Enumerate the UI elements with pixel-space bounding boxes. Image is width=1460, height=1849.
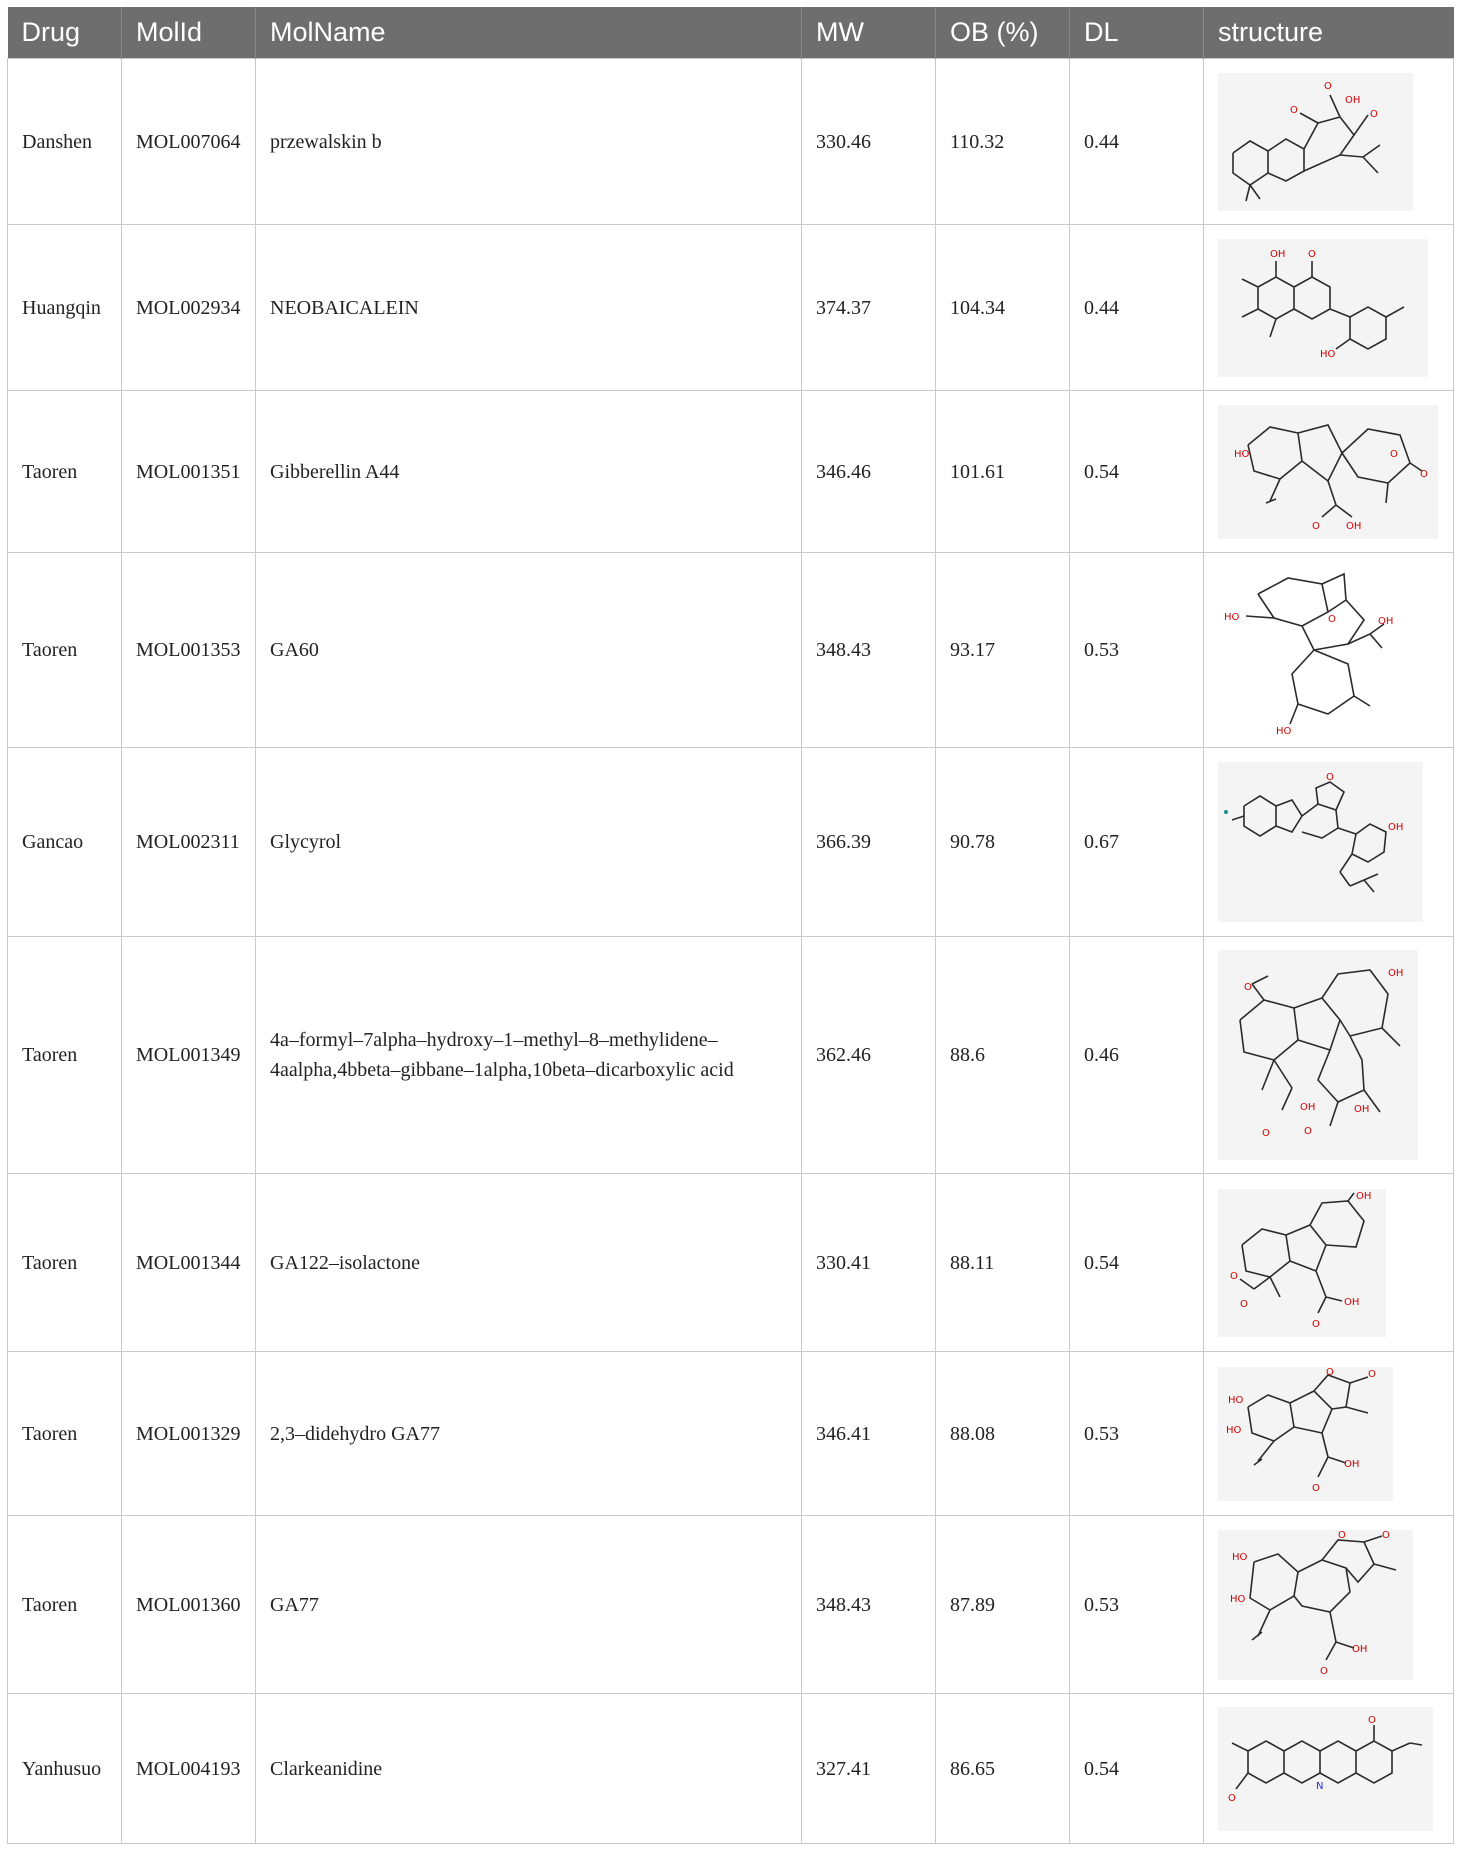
svg-text:O: O [1324, 80, 1332, 92]
svg-text:O: O [1290, 104, 1298, 116]
cell-structure [1204, 1352, 1454, 1516]
table-row [8, 1516, 1454, 1694]
cell-molname: GA60 [256, 553, 802, 748]
cell-drug: Taoren [8, 553, 122, 748]
cell-dl: 0.54 [1070, 391, 1204, 553]
svg-text:O: O [1304, 1126, 1312, 1137]
table-row [8, 1174, 1454, 1352]
table-row [8, 553, 1454, 748]
cell-ob: 90.78 [936, 748, 1070, 937]
cell-dl: 0.53 [1070, 1516, 1204, 1694]
svg-text:O: O [1338, 1529, 1346, 1541]
cell-drug: Taoren [8, 1174, 122, 1352]
molecule-structure-image [1218, 950, 1418, 1160]
cell-ob: 93.17 [936, 553, 1070, 748]
svg-text:O: O [1320, 1665, 1328, 1677]
svg-text:O: O [1230, 1270, 1238, 1282]
cell-molname: Gibberellin A44 [256, 391, 802, 553]
cell-drug: Taoren [8, 391, 122, 553]
svg-text:O: O [1368, 1714, 1376, 1726]
cell-molid: MOL001329 [122, 1352, 256, 1516]
column-header-drug: Drug [8, 7, 122, 59]
svg-text:OH: OH [1352, 1643, 1368, 1655]
cell-ob: 104.34 [936, 225, 1070, 391]
cell-molid: MOL002934 [122, 225, 256, 391]
cell-dl: 0.54 [1070, 1174, 1204, 1352]
column-header-molid: MolId [122, 7, 256, 59]
cell-mw: 348.43 [802, 1516, 936, 1694]
svg-text:O: O [1244, 982, 1252, 993]
cell-molname: 4a–formyl–7alpha–hydroxy–1–methyl–8–methylidene–4aalpha,4bbeta–gibbane–1alpha,10beta–dicarboxylic acid [256, 937, 802, 1174]
cell-mw: 330.46 [802, 59, 936, 225]
cell-structure [1204, 937, 1454, 1174]
cell-molname: 2,3–didehydro GA77 [256, 1352, 802, 1516]
svg-text:O: O [1420, 468, 1428, 480]
cell-dl: 0.53 [1070, 1352, 1204, 1516]
cell-drug: Huangqin [8, 225, 122, 391]
svg-text:OH: OH [1344, 1296, 1360, 1308]
cell-drug: Taoren [8, 1352, 122, 1516]
svg-text:O: O [1326, 772, 1334, 783]
cell-ob: 88.11 [936, 1174, 1070, 1352]
svg-text:HO: HO [1228, 1394, 1244, 1406]
cell-structure [1204, 225, 1454, 391]
svg-text:O: O [1370, 108, 1378, 120]
cell-molid: MOL001349 [122, 937, 256, 1174]
molecule-structure-image [1218, 1189, 1386, 1337]
cell-dl: 0.46 [1070, 937, 1204, 1174]
cell-molid: MOL001344 [122, 1174, 256, 1352]
cell-drug: Yanhusuo [8, 1694, 122, 1844]
table-row [8, 937, 1454, 1174]
molecule-structure-image [1218, 1530, 1413, 1680]
molecule-structure-image [1218, 564, 1418, 736]
cell-ob: 110.32 [936, 59, 1070, 225]
svg-text:HO: HO [1234, 448, 1250, 460]
column-header-structure: structure [1204, 7, 1454, 59]
svg-text:HO: HO [1226, 1424, 1242, 1436]
molecule-structure-image [1218, 239, 1428, 377]
svg-text:OH: OH [1345, 94, 1361, 106]
svg-text:OH: OH [1344, 1458, 1360, 1470]
svg-text:HO: HO [1276, 726, 1292, 736]
svg-text:OH: OH [1388, 968, 1404, 979]
cell-structure [1204, 1694, 1454, 1844]
cell-drug: Gancao [8, 748, 122, 937]
cell-drug: Danshen [8, 59, 122, 225]
cell-structure [1204, 1174, 1454, 1352]
svg-text:O: O [1368, 1368, 1376, 1380]
molecule-structure-image [1218, 1707, 1433, 1831]
column-header-molname: MolName [256, 7, 802, 59]
cell-ob: 87.89 [936, 1516, 1070, 1694]
cell-molname: GA77 [256, 1516, 802, 1694]
svg-text:OH: OH [1300, 1102, 1316, 1113]
cell-dl: 0.44 [1070, 59, 1204, 225]
molecule-structure-image [1218, 405, 1438, 539]
svg-text:O: O [1312, 1482, 1320, 1494]
svg-text:O: O [1240, 1298, 1248, 1310]
table-row [8, 59, 1454, 225]
cell-molid: MOL002311 [122, 748, 256, 937]
molecule-structure-image [1218, 1367, 1393, 1501]
table-row [8, 1352, 1454, 1516]
molecule-structure-image [1218, 762, 1423, 922]
cell-mw: 366.39 [802, 748, 936, 937]
svg-text:O: O [1390, 448, 1398, 460]
cell-structure [1204, 1516, 1454, 1694]
svg-text:N: N [1316, 1780, 1324, 1792]
cell-structure [1204, 391, 1454, 553]
cell-molname: NEOBAICALEIN [256, 225, 802, 391]
svg-text:O: O [1228, 1792, 1236, 1804]
cell-dl: 0.54 [1070, 1694, 1204, 1844]
cell-molname: GA122–isolactone [256, 1174, 802, 1352]
cell-dl: 0.53 [1070, 553, 1204, 748]
svg-text:O: O [1312, 1318, 1320, 1330]
column-header-mw: MW [802, 7, 936, 59]
table-row [8, 1694, 1454, 1844]
data-table-container [7, 7, 1453, 1844]
svg-text:O: O [1382, 1529, 1390, 1541]
cell-mw: 330.41 [802, 1174, 936, 1352]
cell-molname: przewalskin b [256, 59, 802, 225]
cell-drug: Taoren [8, 1516, 122, 1694]
cell-molname: Glycyrol [256, 748, 802, 937]
cell-ob: 86.65 [936, 1694, 1070, 1844]
cell-molid: MOL001360 [122, 1516, 256, 1694]
svg-text:OH: OH [1346, 520, 1362, 532]
table-row [8, 391, 1454, 553]
svg-text:O: O [1308, 248, 1316, 260]
cell-mw: 362.46 [802, 937, 936, 1174]
cell-dl: 0.67 [1070, 748, 1204, 937]
cell-mw: 346.46 [802, 391, 936, 553]
table-row [8, 748, 1454, 937]
svg-text:OH: OH [1356, 1190, 1372, 1202]
svg-text:HO: HO [1224, 612, 1240, 623]
cell-mw: 348.43 [802, 553, 936, 748]
cell-mw: 346.41 [802, 1352, 936, 1516]
cell-molid: MOL001351 [122, 391, 256, 553]
svg-text:OH: OH [1354, 1104, 1370, 1115]
cell-ob: 88.08 [936, 1352, 1070, 1516]
svg-text:O: O [1328, 614, 1336, 625]
svg-text:O: O [1312, 520, 1320, 532]
cell-molid: MOL004193 [122, 1694, 256, 1844]
cell-molname: Clarkeanidine [256, 1694, 802, 1844]
svg-text:O: O [1262, 1128, 1270, 1139]
cell-ob: 88.6 [936, 937, 1070, 1174]
cell-mw: 327.41 [802, 1694, 936, 1844]
svg-text:HO: HO [1320, 348, 1336, 360]
svg-text:OH: OH [1378, 616, 1394, 627]
cell-structure [1204, 553, 1454, 748]
cell-dl: 0.44 [1070, 225, 1204, 391]
svg-text:HO: HO [1230, 1593, 1246, 1605]
svg-text:O: O [1326, 1366, 1334, 1378]
table-row [8, 225, 1454, 391]
cell-mw: 374.37 [802, 225, 936, 391]
molecule-structure-image [1218, 73, 1413, 211]
svg-text:OH: OH [1388, 822, 1404, 833]
svg-text:HO: HO [1232, 1551, 1248, 1563]
table-header-row [8, 7, 1454, 59]
column-header-ob: OB (%) [936, 7, 1070, 59]
cell-drug: Taoren [8, 937, 122, 1174]
cell-structure [1204, 59, 1454, 225]
cell-molid: MOL007064 [122, 59, 256, 225]
cell-molid: MOL001353 [122, 553, 256, 748]
drug-compound-table [7, 7, 1454, 1844]
svg-text:OH: OH [1270, 248, 1286, 260]
cell-structure [1204, 748, 1454, 937]
column-header-dl: DL [1070, 7, 1204, 59]
cell-ob: 101.61 [936, 391, 1070, 553]
